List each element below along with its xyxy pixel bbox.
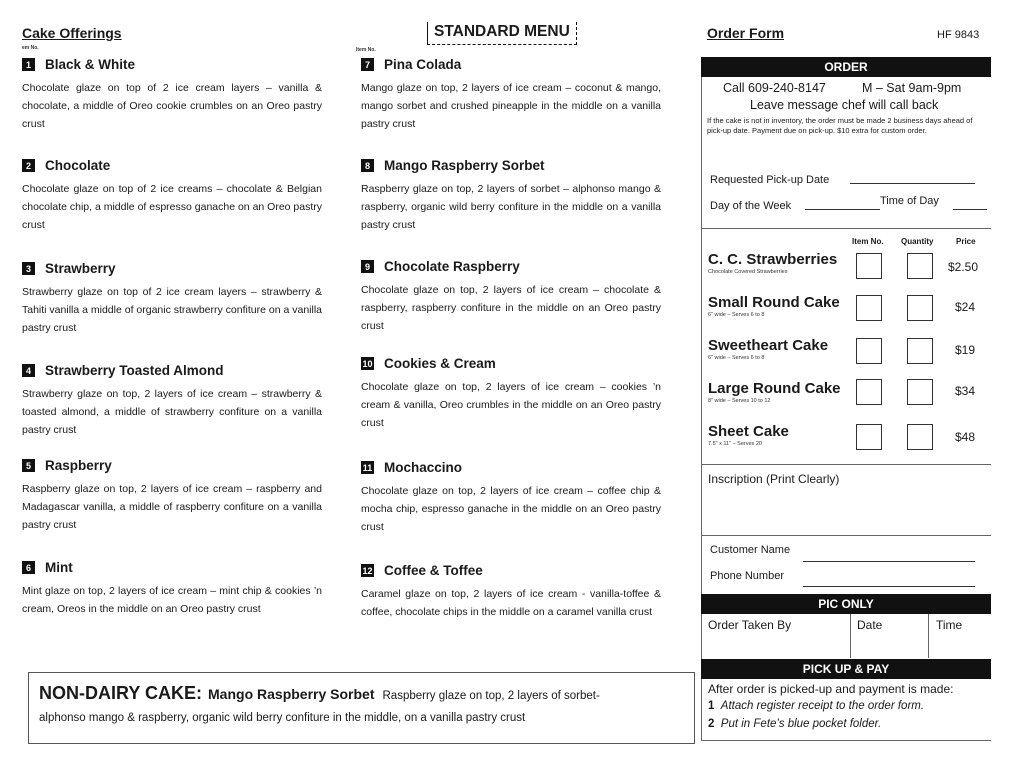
- product-price: $24: [954, 300, 976, 314]
- item-name: Strawberry: [45, 261, 116, 276]
- product-row: [708, 423, 789, 448]
- divider: [701, 740, 991, 741]
- message-text: Leave message chef will call back: [750, 98, 939, 112]
- pickup-pay-bar: PICK UP & PAY: [701, 659, 991, 679]
- product-name: Sheet Cake: [708, 423, 789, 440]
- item-no-label: em No.: [22, 45, 39, 51]
- item-description: Caramel glaze on top, 2 layers of ice cream - vanilla-toffee & coffee, chocolate chips in the middle on a caramel vanilla crust: [361, 588, 661, 618]
- item-no-box[interactable]: [856, 379, 882, 405]
- non-dairy-desc-1: Raspberry glaze on top, 2 layers of sorbet-: [382, 690, 600, 702]
- menu-item: [361, 158, 661, 234]
- divider: [850, 614, 851, 658]
- product-sub: Chocolate Covered Strawberries: [708, 269, 788, 275]
- product-price: $19: [954, 343, 976, 357]
- quantity-box[interactable]: [907, 379, 933, 405]
- item-name: Pina Colada: [384, 57, 462, 72]
- product-price: $34: [954, 384, 976, 398]
- menu-item: [22, 158, 322, 234]
- form-left-border: [701, 77, 702, 741]
- item-name: Mochaccino: [384, 460, 463, 475]
- item-name: Strawberry Toasted Almond: [45, 363, 224, 378]
- product-sub: 6" wide – Serves 6 to 8: [708, 312, 765, 318]
- date-label: Date: [857, 618, 883, 632]
- phone-number-field[interactable]: [803, 586, 975, 587]
- item-number: 9: [361, 260, 374, 273]
- product-name: Sweetheart Cake: [708, 337, 829, 354]
- item-name: Mango Raspberry Sorbet: [384, 158, 545, 173]
- time-of-day-label: Time of Day: [880, 195, 939, 207]
- quantity-box[interactable]: [907, 338, 933, 364]
- item-description: Chocolate glaze on top, 2 layers of ice cream – coffee chip & mocha chip, espresso ganache in the middle on an Oreo pastry crust: [361, 485, 661, 533]
- non-dairy-box: [28, 672, 695, 744]
- day-of-week-field[interactable]: [805, 209, 880, 210]
- item-no-box[interactable]: [856, 338, 882, 364]
- phone-number-label: Phone Number: [710, 570, 784, 582]
- item-name: Raspberry: [45, 458, 112, 473]
- item-description: Strawberry glaze on top of 2 ice cream layers – strawberry & Tahiti vanilla a middle of organic strawberry confiture on a vanilla pastry crust: [22, 286, 322, 334]
- time-label: Time: [936, 618, 963, 632]
- inscription-field[interactable]: [701, 488, 991, 534]
- quantity-box[interactable]: [907, 424, 933, 450]
- item-no-box[interactable]: [856, 424, 882, 450]
- item-description: Raspberry glaze on top, 2 layers of ice cream – raspberry and Madagascar vanilla, a middle of raspberry confiture on a vanilla pastry crust: [22, 483, 322, 531]
- step-text: Attach register receipt to the order form.: [720, 700, 925, 712]
- menu-item: [361, 460, 661, 536]
- product-name: Small Round Cake: [708, 294, 840, 311]
- item-description: Mint glaze on top, 2 layers of ice cream – mint chip & cookies ’n cream, Oreos in the middle on an Oreo pastry crust: [22, 585, 322, 615]
- menu-item: [361, 57, 661, 133]
- item-description: Strawberry glaze on top, 2 layers of ice cream – strawberry & toasted almond, a middle of strawberry confiture on a vanilla pastry crust: [22, 388, 322, 436]
- col-quantity: Quantity: [901, 237, 934, 246]
- step-number: 2: [708, 718, 715, 730]
- divider: [701, 535, 991, 536]
- item-name: Coffee & Toffee: [384, 563, 483, 578]
- item-name: Chocolate Raspberry: [384, 259, 520, 274]
- menu-item: [22, 261, 322, 337]
- phone-text: Call 609-240-8147: [723, 81, 826, 95]
- order-taken-by-label: Order Taken By: [708, 618, 792, 632]
- form-code: HF 9843: [937, 29, 980, 41]
- item-number: 4: [22, 364, 35, 377]
- menu-item: [361, 259, 661, 335]
- menu-item: [361, 356, 661, 432]
- customer-name-label: Customer Name: [710, 544, 791, 556]
- item-description: Chocolate glaze on top, 2 layers of ice cream – cookies ’n cream & vanilla, Oreo crumbles in the middle on an Oreo pastry crust: [361, 381, 661, 429]
- item-number: 6: [22, 561, 35, 574]
- product-row: [708, 251, 837, 276]
- item-no-label-mid: Item No.: [356, 47, 376, 53]
- item-description: Chocolate glaze on top of 2 ice cream layers – vanilla & chocolate, a middle of Oreo cookie crumbles on an Oreo pastry crust: [22, 82, 322, 130]
- product-name: C. C. Strawberries: [708, 251, 838, 268]
- divider: [701, 464, 991, 465]
- item-no-box[interactable]: [856, 253, 882, 279]
- product-row: [708, 294, 840, 319]
- notice-text: If the cake is not in inventory, the order must be made 2 business days ahead of pick-up date. Payment due on pick-up. $10 extra for custom order.: [707, 116, 973, 135]
- non-dairy-cake-name: Mango Raspberry Sorbet: [208, 686, 375, 702]
- item-number: 8: [361, 159, 374, 172]
- item-description: Chocolate glaze on top of 2 ice creams – chocolate & Belgian chocolate chip, a middle of espresso ganache on an Oreo pastry crust: [22, 183, 323, 231]
- non-dairy-label: NON-DAIRY CAKE:: [39, 683, 203, 703]
- time-of-day-field[interactable]: [953, 209, 987, 210]
- product-sub: 7.5" x 11" – Serves 20: [708, 441, 762, 447]
- customer-name-field[interactable]: [803, 561, 975, 562]
- item-number: 7: [361, 58, 374, 71]
- item-name: Cookies & Cream: [384, 356, 496, 371]
- item-name: Black & White: [45, 57, 136, 72]
- menu-item: [361, 563, 661, 621]
- menu-item: [22, 458, 322, 534]
- step-1: [708, 700, 924, 712]
- item-number: 11: [362, 462, 373, 473]
- hours-text: M – Sat 9am-9pm: [862, 81, 962, 95]
- order-bar: ORDER: [701, 57, 991, 77]
- pickup-date-label: Requested Pick-up Date: [710, 174, 830, 186]
- item-number: 2: [22, 159, 35, 172]
- standard-menu-title: STANDARD MENU: [427, 22, 577, 45]
- product-price: $2.50: [947, 260, 979, 274]
- item-description: Raspberry glaze on top, 2 layers of sorbet – alphonso mango & raspberry, organic wild berry confiture in the middle on a vanilla pastry crust: [361, 183, 661, 231]
- inscription-label: Inscription (Print Clearly): [708, 472, 840, 486]
- day-of-week-label: Day of the Week: [710, 200, 792, 212]
- menu-item: [22, 560, 322, 618]
- col-item-no: Item No.: [852, 237, 884, 246]
- product-sub: 8" wide – Serves 10 to 12: [708, 398, 771, 404]
- product-price: $48: [954, 430, 976, 444]
- step-number: 1: [708, 700, 715, 712]
- divider: [701, 228, 991, 229]
- pic-only-bar: PIC ONLY: [701, 594, 991, 614]
- product-name: Large Round Cake: [708, 380, 841, 397]
- item-no-box[interactable]: [856, 295, 882, 321]
- col-price: Price: [956, 237, 976, 246]
- product-row: [708, 337, 828, 362]
- step-text: Put in Fete’s blue pocket folder.: [720, 718, 882, 730]
- item-number: 12: [362, 565, 373, 576]
- item-name: Chocolate: [45, 158, 111, 173]
- cake-offerings-title: Cake Offerings: [22, 25, 122, 41]
- order-form-title: Order Form: [707, 25, 785, 41]
- item-number: 1: [22, 58, 35, 71]
- item-number: 10: [362, 358, 373, 369]
- step-2: [708, 718, 881, 730]
- pickup-date-field[interactable]: [850, 183, 975, 184]
- quantity-box[interactable]: [907, 253, 933, 279]
- item-description: Chocolate glaze on top, 2 layers of ice cream – chocolate & raspberry, raspberry confiture in the middle on an Oreo pastry crust: [361, 284, 661, 332]
- menu-item: [22, 57, 322, 133]
- item-number: 3: [22, 262, 35, 275]
- item-number: 5: [22, 459, 35, 472]
- divider: [928, 614, 929, 658]
- product-sub: 6" wide – Serves 6 to 8: [708, 355, 765, 361]
- item-name: Mint: [45, 560, 73, 575]
- after-pickup-text: After order is picked-up and payment is made:: [708, 682, 954, 696]
- menu-item: [22, 363, 322, 439]
- product-row: [708, 380, 841, 405]
- quantity-box[interactable]: [907, 295, 933, 321]
- non-dairy-desc-2: alphonso mango & raspberry, organic wild berry confiture in the middle, on a vanilla pastry crust: [39, 712, 526, 724]
- item-description: Mango glaze on top, 2 layers of ice cream – coconut & mango, mango sorbet and crushed pineapple in the middle on a vanilla pastry crust: [361, 82, 661, 130]
